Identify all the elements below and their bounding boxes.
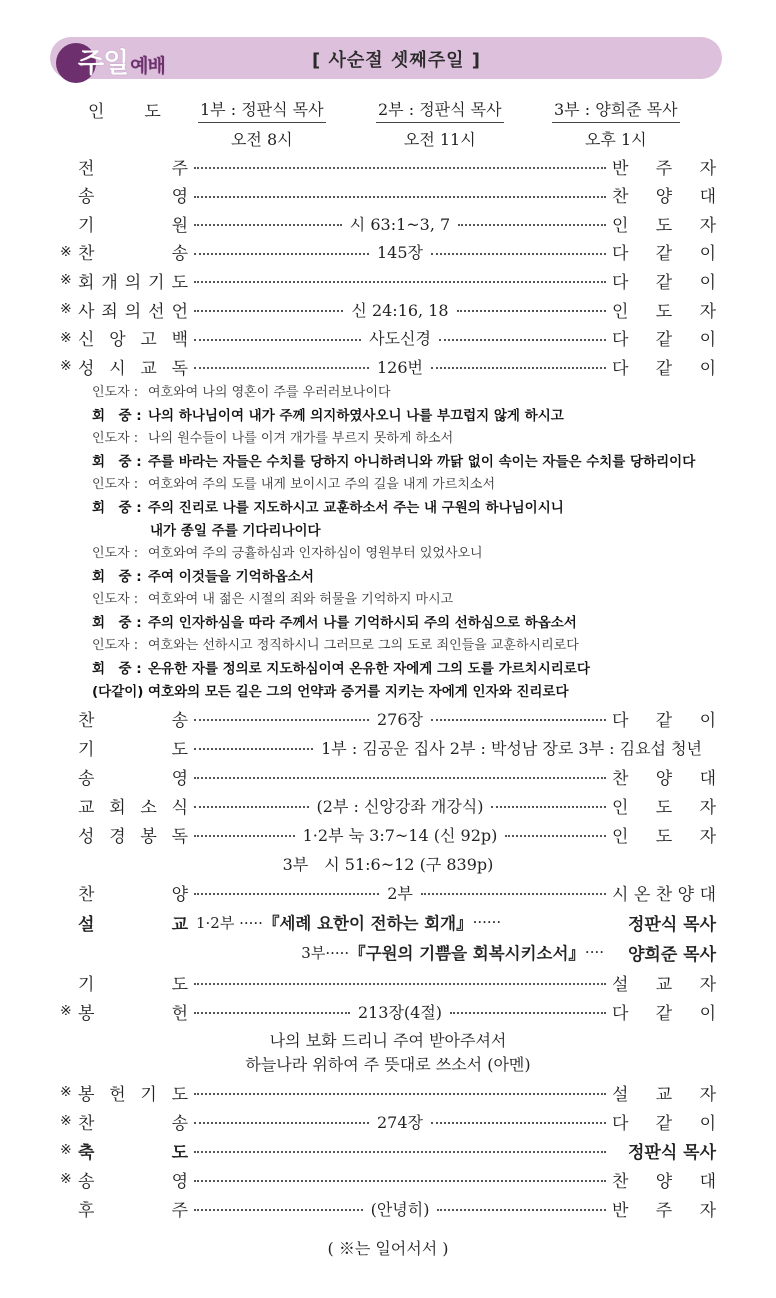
reading-speaker: 인도자 : [92,477,139,492]
offering-line-2: 하늘나라 위하여 주 뜻대로 쓰소서 (아멘) [245,1055,531,1074]
sermon-dots: ······ [472,913,502,931]
sermon-title: 『세례 요한이 전하는 회개』 [262,914,473,933]
order-person: 찬 양 대 [612,768,716,789]
reading-text: 주를 바라는 자들은 수치를 당하지 아니하려니와 까닭 없이 속이는 자들은 수치를 당하리이다 [148,453,696,470]
order-detail: 시 63:1~3, 7 [349,214,451,234]
order-label: 찬 양 [78,884,188,905]
reading-speaker: 인도자 : [92,638,139,653]
order-person: 설 교 자 [612,1084,716,1105]
reading-speaker: 인도자 : [92,431,139,446]
reading-text: 여호와여 내 젊은 시절의 죄와 허물을 기억하지 마시고 [148,592,454,607]
order-detail: 213장(4절) [357,1002,443,1022]
reading-line [92,494,732,517]
order-label: 사 죄 의 선 언 [78,301,188,322]
order-label: 송 영 [78,1171,188,1192]
order-detail: 사도신경 [369,329,431,349]
service-3 [552,97,680,150]
reading-text: 주의 인자하심을 따라 주께서 나를 기억하시되 주의 선하심으로 하옵소서 [148,614,577,631]
sermon-title: 『구원의 기쁨을 회복시키소서』 [349,944,585,963]
order-person: 시 온 찬 양 대 [612,884,716,905]
order-row [60,763,716,789]
sermon-label: 설 교 [78,914,188,935]
reading-text: 여호와의 모든 길은 그의 언약과 증거를 지키는 자에게 인자와 진리로다 [148,683,569,700]
order-row [60,353,716,379]
order-person: 인 도 자 [612,797,716,818]
order-label: 신 앙 고 백 [78,330,188,351]
standing-mark: ※ [60,358,72,375]
order-detail: (안녕히) [370,1199,430,1219]
order-detail: 신 24:16, 18 [351,300,449,320]
worship-logo [78,41,165,80]
order-label: 성 경 봉 독 [78,826,188,847]
reading-line [92,678,732,701]
order-person: 다 같 이 [612,330,716,351]
order-row [60,734,716,760]
order-row [60,821,716,847]
order-person: 찬 양 대 [612,187,716,208]
standing-mark: ※ [60,301,72,317]
order-label: 기 도 [78,739,188,760]
order-person: 다 같 이 [612,358,716,379]
sermon-row-1 [60,909,716,935]
order-row [60,210,716,236]
order-row [60,153,716,179]
reading-speaker: 회 중 : [92,568,142,585]
reading-text: 여호와여 나의 영혼이 주를 우러러보나이다 [148,385,391,400]
order-row [60,1108,716,1134]
order-label: 기 원 [78,215,188,236]
order-person: 인 도 자 [612,826,716,847]
reading-line [92,517,732,540]
standing-mark: ※ [60,1113,72,1129]
order-row [60,879,716,905]
order-label: 기 도 [78,974,188,995]
reading-speaker: 인도자 : [92,546,139,561]
order-label: 후 주 [78,1200,188,1221]
reading-speaker: 회 중 : [92,499,142,516]
reading-line [92,563,732,586]
header-bar [50,37,722,79]
service-1 [198,97,326,150]
footnote: ( ※는 일어서서 ) [327,1239,449,1258]
order-row [60,1079,716,1105]
logo-text-b: 예배 [130,55,165,77]
order-row [60,239,716,265]
reading-text: 온유한 자를 정의로 지도하심이여 온유한 자에게 그의 도를 가르치시리로다 [148,660,590,677]
order-row [60,998,716,1024]
reading-text: 나의 하나님이여 내가 주께 의지하였사오니 나를 부끄럽지 않게 하시고 [148,407,564,424]
reading-line [92,425,732,448]
reading-speaker: (다같이) [92,683,144,700]
order-row [60,1137,716,1163]
sermon-line-2 [301,940,604,964]
order-label: 전 주 [78,158,188,179]
order-detail: 126번 [377,357,423,377]
order-person: 인 도 자 [612,215,716,236]
order-label: 성 시 교 독 [78,358,188,379]
offering-line-1: 나의 보화 드리니 주여 받아주셔서 [269,1031,507,1050]
sermon-pre: 3부····· [301,943,350,962]
logo-text-a: 주일 [78,48,129,79]
responsive-reading [92,379,732,701]
order-person: 다 같 이 [612,1113,716,1134]
sermon-line-1 [196,910,501,934]
reading-text: 주의 진리로 나를 지도하시고 교훈하소서 주는 내 구원의 하나님이시니 [148,499,564,516]
reading-speaker: 회 중 : [92,407,142,424]
order-row [60,296,716,322]
standing-mark: ※ [60,272,72,289]
order-person: 반 주 자 [612,158,716,179]
order-row [60,325,716,351]
standing-mark: ※ [60,329,72,346]
order-person: 다 같 이 [612,244,716,265]
sermon-row-2 [60,939,716,965]
order-person: 정판식 목사 [627,1142,716,1163]
order-row [60,969,716,995]
order-detail: 2부 [387,883,413,903]
page-title: [ 사순절 셋째주일 ] [312,50,481,71]
order-label: 축 도 [78,1142,188,1163]
order-label: 봉 헌 [78,1003,188,1024]
order-detail: 1부 : 김공운 집사 2부 : 박성남 장로 3부 : 김요섭 청년 [321,738,702,758]
order-person: 인 도 자 [612,301,716,322]
service-leader: 1부 : 정판식 목사 [198,97,326,123]
scripture-3: 3부 시 51:6~12 (구 839p) [282,855,494,874]
reading-line [92,655,732,678]
order-person: 찬 양 대 [612,1171,716,1192]
reading-text: 내가 종일 주를 기다리나이다 [150,522,321,539]
order-row [60,267,716,293]
reading-speaker: 인도자 : [92,385,139,400]
standing-mark: ※ [60,1084,72,1100]
reading-line [92,402,732,425]
service-time: 오전 11시 [403,130,476,149]
service-time: 오후 1시 [584,130,647,149]
standing-mark: ※ [60,243,72,260]
standing-mark: ※ [60,1003,72,1019]
reading-line [92,586,732,609]
order-label: 찬 송 [78,710,188,731]
standing-mark: ※ [60,1171,72,1187]
reading-line [92,448,732,471]
sermon-dots: ···· [584,943,604,961]
service-time: 오전 8시 [230,130,293,149]
order-label: 송 영 [78,187,188,208]
reading-line [92,471,732,494]
sermon-pre: 1·2부 ····· [196,913,263,932]
services-label: 인도 [88,102,201,122]
reading-speaker: 인도자 : [92,592,139,607]
order-label: 교 회 소 식 [78,797,188,818]
order-label: 회 개 의 기 도 [78,272,188,293]
standing-mark: ※ [60,1142,72,1158]
order-detail: 1·2부 눅 3:7~14 (신 92p) [302,825,498,845]
reading-line [92,540,732,563]
order-detail: 145장 [377,243,423,263]
reading-line [92,379,732,402]
reading-line [92,609,732,632]
order-label: 찬 송 [78,1113,188,1134]
service-2 [376,97,504,150]
order-detail: (2부 : 신앙강좌 개강식) [316,796,484,816]
sermon-preacher: 양희준 목사 [627,944,716,965]
service-leader: 2부 : 정판식 목사 [376,97,504,123]
order-row [60,1166,716,1192]
order-label: 송 영 [78,768,188,789]
reading-speaker: 회 중 : [92,453,142,470]
sermon-preacher: 정판식 목사 [627,914,716,935]
reading-line [92,632,732,655]
order-label: 봉 헌 기 도 [78,1084,188,1105]
reading-text: 나의 원수들이 나를 이겨 개가를 부르지 못하게 하소서 [148,431,454,446]
reading-speaker: 회 중 : [92,614,142,631]
order-row [60,705,716,731]
order-detail: 274장 [377,1112,423,1132]
reading-speaker: 회 중 : [92,660,142,677]
order-detail: 276장 [377,709,423,729]
reading-text: 여호와여 주의 도를 내게 보이시고 주의 길을 내게 가르치소서 [148,477,496,492]
reading-text: 여호와여 주의 긍휼하심과 인자하심이 영원부터 있었사오니 [148,546,483,561]
order-person: 다 같 이 [612,710,716,731]
order-person: 반 주 자 [612,1200,716,1221]
order-row [60,1195,716,1221]
service-leader: 3부 : 양희준 목사 [552,97,680,123]
order-person: 다 같 이 [612,272,716,293]
order-person: 설 교 자 [612,974,716,995]
order-row [60,792,716,818]
reading-text: 여호와는 선하시고 정직하시니 그러므로 그의 도로 죄인들을 교훈하시리로다 [148,638,579,653]
order-label: 찬 송 [78,244,188,265]
reading-text: 주여 이것들을 기억하옵소서 [148,568,314,585]
order-person: 다 같 이 [612,1003,716,1024]
order-row [60,182,716,208]
